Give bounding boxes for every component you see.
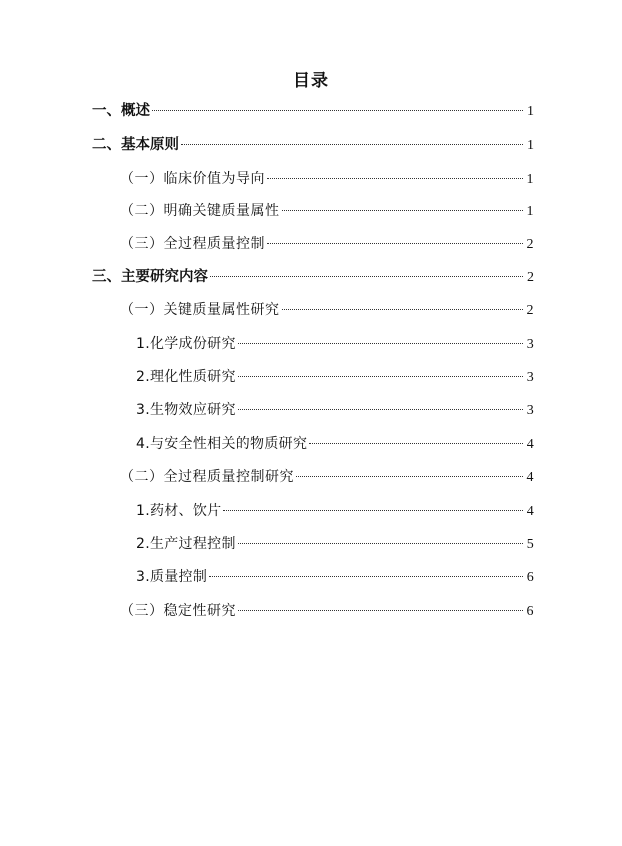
toc-page-number: 1	[527, 138, 534, 153]
toc-entry[interactable]	[136, 366, 534, 388]
toc-entry[interactable]	[92, 134, 534, 156]
toc-page-number: 1	[526, 172, 534, 187]
dot-leader	[282, 309, 524, 310]
toc-page-number: 6	[526, 570, 534, 585]
toc-entry[interactable]	[120, 466, 534, 488]
toc-entry-label: （三）全过程质量控制	[120, 236, 265, 252]
toc-entry-label: 3.生物效应研究	[136, 402, 236, 418]
toc-entry[interactable]	[92, 100, 534, 122]
toc-page-number: 2	[526, 237, 534, 252]
toc-entry-label: （三）稳定性研究	[120, 603, 236, 619]
dot-leader	[210, 276, 523, 277]
toc-entry[interactable]	[92, 266, 534, 288]
toc-entry-label: 1.药材、饮片	[136, 503, 222, 519]
toc-entry-label: 2.理化性质研究	[136, 369, 236, 385]
toc-entry-label: 1.化学成份研究	[136, 336, 236, 352]
toc-page-number: 4	[526, 504, 534, 519]
dot-leader	[209, 576, 523, 577]
toc-page-number: 1	[527, 104, 534, 119]
dot-leader	[223, 510, 523, 511]
toc-entry[interactable]	[120, 299, 534, 321]
toc-entry[interactable]	[136, 533, 534, 555]
dot-leader	[238, 610, 523, 611]
dot-leader	[267, 178, 523, 179]
toc-entry-label: 2.生产过程控制	[136, 536, 236, 552]
toc-entry-label: （二）全过程质量控制研究	[120, 469, 294, 485]
toc-page-number: 4	[526, 437, 534, 452]
toc-page-number: 4	[526, 470, 534, 485]
dot-leader	[267, 243, 523, 244]
toc-page-number: 3	[526, 337, 534, 352]
toc-page-number: 3	[526, 370, 534, 385]
toc-entry[interactable]	[120, 168, 534, 190]
dot-leader	[152, 110, 523, 111]
toc-entry[interactable]	[136, 333, 534, 355]
toc-entry-label: （二）明确关键质量属性	[120, 203, 280, 219]
dot-leader	[282, 210, 524, 211]
toc-entry[interactable]	[136, 500, 534, 522]
dot-leader	[238, 343, 523, 344]
toc-entry-label: 4.与安全性相关的物质研究	[136, 436, 308, 452]
dot-leader	[238, 409, 523, 410]
dot-leader	[238, 543, 523, 544]
dot-leader	[238, 376, 523, 377]
toc-page-number: 1	[526, 204, 534, 219]
toc-entry-label: 三、主要研究内容	[92, 269, 208, 285]
toc-entry-label: （一）关键质量属性研究	[120, 302, 280, 318]
toc-entry-label: 3.质量控制	[136, 569, 208, 585]
dot-leader	[181, 144, 523, 145]
toc-page-number: 5	[526, 537, 534, 552]
toc-page-number: 2	[526, 303, 534, 318]
toc-page-number: 2	[527, 270, 534, 285]
toc-entry-label: （一）临床价值为导向	[120, 171, 265, 187]
dot-leader	[309, 443, 523, 444]
toc-entry[interactable]	[136, 566, 534, 588]
toc-entry-label: 二、基本原则	[92, 137, 179, 153]
toc-entry[interactable]	[136, 399, 534, 421]
toc-title: 目录	[293, 71, 329, 91]
toc-entry[interactable]	[136, 433, 534, 455]
toc-page-number: 3	[526, 403, 534, 418]
toc-page-number: 6	[526, 604, 534, 619]
toc-entry-label: 一、概述	[92, 103, 150, 119]
dot-leader	[296, 476, 523, 477]
toc-entry[interactable]	[120, 600, 534, 622]
toc-entry[interactable]	[120, 233, 534, 255]
toc-entry[interactable]	[120, 200, 534, 222]
